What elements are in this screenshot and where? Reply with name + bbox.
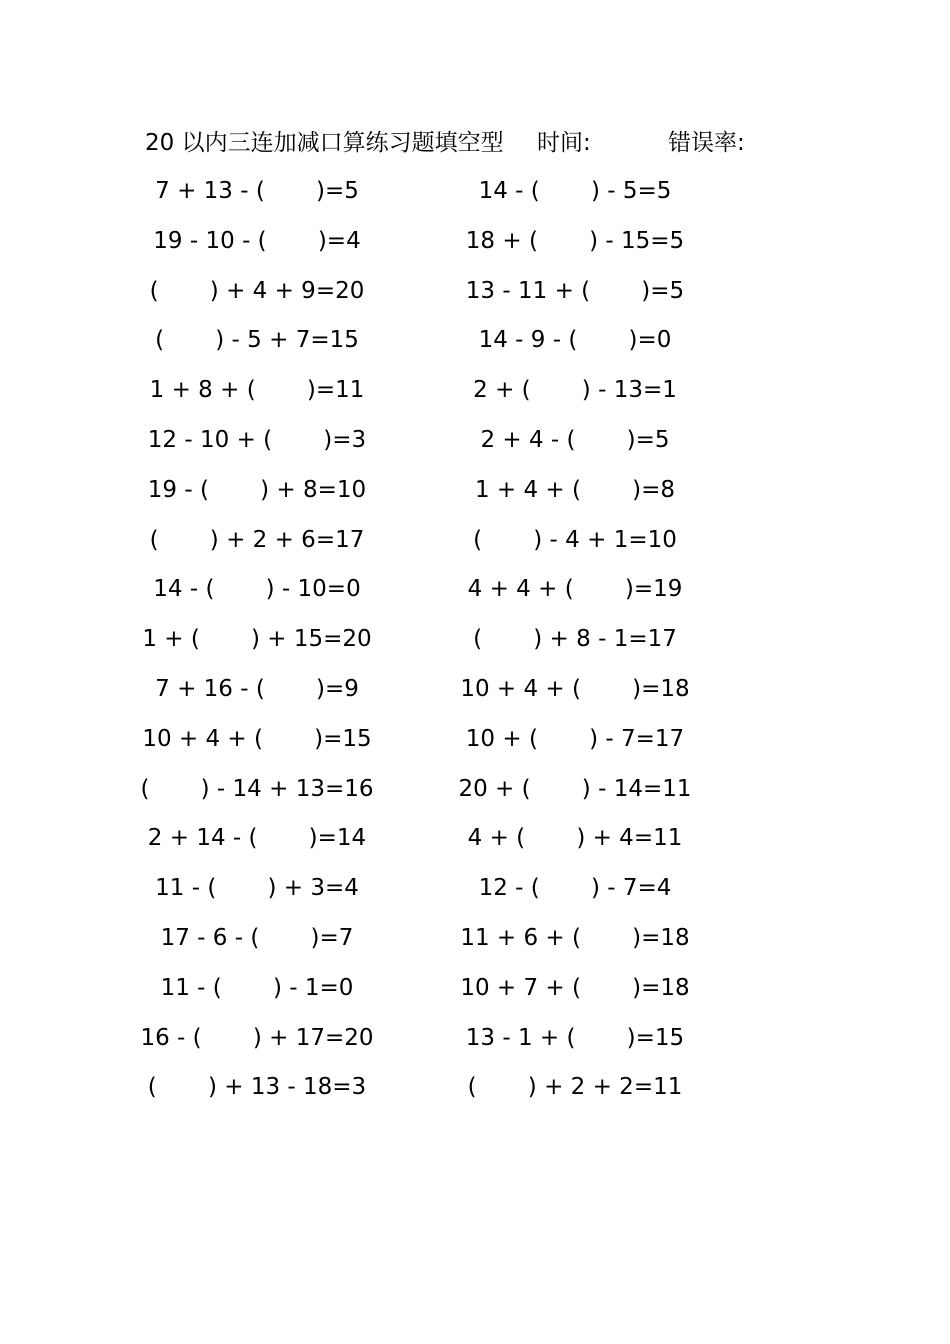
problem-item: 4 + ( ) + 4=11 (467, 825, 683, 852)
problem-item: 1 + ( ) + 15=20 (142, 626, 372, 653)
problem-item: 2 + 4 - ( )=5 (480, 426, 670, 453)
problem-item: ( ) - 4 + 1=10 (473, 526, 677, 553)
problem-item: 10 + 7 + ( )=18 (460, 974, 690, 1001)
problem-item: 17 - 6 - ( )=7 (160, 924, 354, 951)
problem-item: 11 + 6 + ( )=18 (460, 924, 690, 951)
problem-item: 13 - 11 + ( )=5 (465, 277, 685, 304)
problem-item: 14 - ( ) - 5=5 (478, 178, 672, 204)
problem-item: 12 - 10 + ( )=3 (147, 426, 367, 453)
problem-item: ( ) - 5 + 7=15 (155, 327, 359, 354)
worksheet-title: 20 以内三连加减口算练习题填空型 (145, 130, 504, 156)
problem-item: 2 + ( ) - 13=1 (473, 377, 677, 404)
problem-item: 12 - ( ) - 7=4 (478, 875, 672, 902)
problem-item: 14 - ( ) - 10=0 (153, 576, 361, 603)
problem-item: 16 - ( ) + 17=20 (140, 1024, 374, 1051)
problem-item: 11 - ( ) + 3=4 (155, 875, 359, 902)
problem-item: 1 + 4 + ( )=8 (474, 476, 676, 503)
problem-item: 10 + 4 + ( )=18 (460, 675, 690, 702)
problem-item: 19 - ( ) + 8=10 (147, 476, 367, 503)
problem-item: ( ) + 13 - 18=3 (147, 1074, 367, 1101)
problem-item: 13 - 1 + ( )=15 (465, 1024, 685, 1051)
problem-item: 10 + 4 + ( )=15 (142, 725, 372, 752)
left-problem-column (137, 174, 377, 1120)
problem-item: 10 + ( ) - 7=17 (465, 725, 685, 752)
problem-item: ( ) + 8 - 1=17 (473, 626, 677, 653)
problem-item: ( ) + 2 + 6=17 (149, 526, 365, 553)
error-rate-label: 错误率: (668, 130, 745, 156)
problem-item: ( ) + 2 + 2=11 (467, 1074, 683, 1101)
problem-item: 18 + ( ) - 15=5 (465, 227, 685, 254)
problem-item: 2 + 14 - ( )=14 (147, 825, 367, 852)
worksheet-header (145, 126, 785, 160)
problem-item: 14 - 9 - ( )=0 (478, 327, 672, 354)
problem-item: ( ) + 4 + 9=20 (149, 277, 365, 304)
problem-item: 19 - 10 - ( )=4 (153, 227, 361, 254)
problem-item: 7 + 16 - ( )=9 (155, 675, 359, 702)
problem-item: 4 + 4 + ( )=19 (467, 576, 683, 603)
problem-item: 1 + 8 + ( )=11 (149, 377, 365, 404)
right-problem-column (455, 174, 695, 1120)
problem-item: 7 + 13 - ( )=5 (155, 178, 359, 204)
problem-item: ( ) - 14 + 13=16 (140, 775, 374, 802)
problem-item: 11 - ( ) - 1=0 (160, 974, 354, 1001)
problem-item: 20 + ( ) - 14=11 (458, 775, 692, 802)
time-label: 时间: (537, 130, 591, 156)
